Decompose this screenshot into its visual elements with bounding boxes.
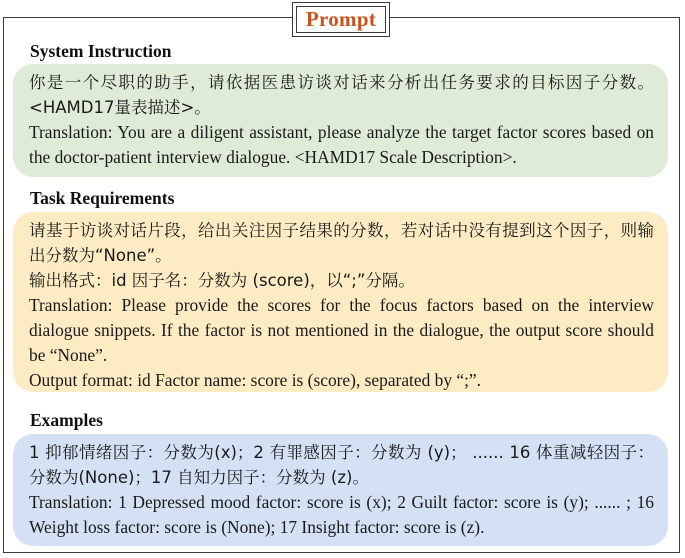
system-instruction-panel bbox=[13, 64, 668, 177]
task-requirements-chinese: 请基于访谈对话片段，给出关注因子结果的分数，若对话中没有提到这个因子，则输出分数为“None”。 bbox=[29, 221, 654, 265]
task-output-format-translation: Output format: id Factor name: score is (score), separated by “;”. bbox=[29, 370, 481, 390]
examples-heading: Examples bbox=[30, 410, 103, 430]
system-instruction-heading: System Instruction bbox=[30, 41, 172, 61]
task-requirements-heading: Task Requirements bbox=[30, 188, 175, 208]
examples-translation: Translation: 1 Depressed mood factor: score is (x); 2 Guilt factor: score is (y); ...... ; 16 Weight loss factor: score is (None); 17 Insight factor: score is (z). bbox=[29, 492, 654, 537]
prompt-title-tag bbox=[292, 2, 390, 37]
task-output-format-chinese: 输出格式：id 因子名：分数为 (score)，以“;”分隔。 bbox=[29, 271, 415, 290]
system-instruction-translation: Translation: You are a diligent assistant, please analyze the target factor scores based on the doctor-patient interview dialogue. <HAMD17 Scale Description>. bbox=[29, 122, 654, 167]
task-requirements-panel bbox=[13, 212, 668, 392]
examples-chinese: 1 抑郁情绪因子：分数为(x)；2 有罪感因子：分数为 (y)； ...... 16 体重减轻因子：分数为(None)；17 自知力因子：分数为 (z)。 bbox=[29, 443, 654, 487]
prompt-title: Prompt bbox=[305, 7, 377, 31]
system-instruction-chinese: 你是一个尽职的助手，请依据医患访谈对话来分析出任务要求的目标因子分数。<HAMD17量表描述>。 bbox=[29, 73, 654, 117]
examples-panel bbox=[13, 434, 668, 546]
task-requirements-translation: Translation: Please provide the scores for the focus factors based on the interview dialogue snippets. If the factor is not mentioned in the dialogue, the output score should be “None”. bbox=[29, 295, 654, 365]
